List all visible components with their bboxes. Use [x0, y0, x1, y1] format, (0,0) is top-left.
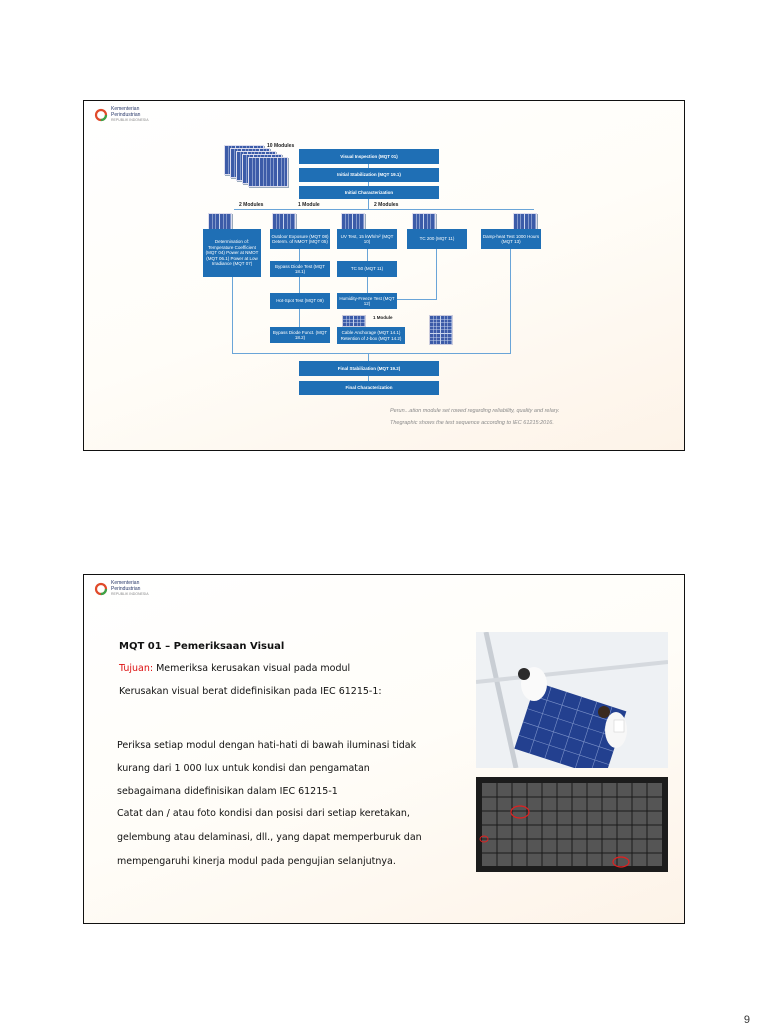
ministry-logo-icon [94, 582, 108, 596]
inspection-photo [476, 632, 668, 768]
box-visual-inspection: Visual Inspection (MQT 01) [299, 149, 439, 164]
slide-title: MQT 01 – Pemeriksaan Visual [119, 641, 285, 652]
paragraph-line-3: sebagaimana didefinisikan dalam IEC 61215-1 [117, 786, 338, 797]
test-sequence-flowchart [84, 101, 685, 451]
logo-line-2: Perindustrian [111, 585, 141, 592]
paragraph-line-5: gelembung atau delaminasi, dll., yang dapat memperburuk dan [117, 832, 422, 843]
figure-caption: Perun...ation module set rowed regarding reliability, quality and relary. Thegraphic shows the test sequence according to IEC 61215:2016. [390, 408, 560, 426]
module-icon [342, 315, 366, 327]
paragraph-line-6: mempengaruhi kinerja modul pada pengujian selanjutnya. [117, 856, 396, 867]
logo-line-1: Kementerian [111, 580, 140, 586]
box-humidity-freeze: Humidity-Freeze Test (MQT 12) [337, 293, 397, 309]
box-final-stabilization: Final Stabilization (MQT 19.2) [299, 361, 439, 376]
box-initial-stabilization: Initial Stabilization (MQT 19.1) [299, 168, 439, 182]
logo-line-2: Perindustrian [111, 111, 141, 118]
box-bypass-diode-funct: Bypass Diode Funct. (MQT 18.2) [270, 327, 330, 343]
label-1-module: 1 Module [298, 202, 320, 208]
logo-line-3: REPUBLIK INDONESIA [111, 592, 149, 596]
box-cable-anchorage: Cable Anchorage (MQT 14.1) Retention of J-box (MQT 14.2) [337, 327, 405, 344]
paragraph-line-2: kurang dari 1 000 lux untuk kondisi dan pengamatan [117, 763, 370, 774]
slide-visual-inspection [83, 574, 685, 924]
page-number: 9 [743, 1014, 750, 1026]
logo-line-3: REPUBLIK INDONESIA [111, 118, 149, 122]
slide-test-sequence [83, 100, 685, 451]
objective-line [119, 663, 350, 674]
box-bypass-diode-test: Bypass Diode Test (MQT 18.1) [270, 261, 330, 277]
box-determination: Determination of: Temperature Coefficient (MQT 04) Power at NMOT (MQT 06.1) Power at Low Irradiance (MQT 07) [203, 229, 261, 277]
box-tc200: TC 200 (MQT 11) [407, 229, 467, 249]
ministry-logo [94, 581, 149, 598]
box-tc50: TC 50 (MQT 11) [337, 261, 397, 277]
paragraph-line-1: Periksa setiap modul dengan hati-hati di bawah iluminasi tidak [117, 740, 417, 751]
module-stack-icon [224, 145, 294, 190]
label-2-modules-right: 2 Modules [374, 202, 399, 208]
box-damp-heat: Damp-heat Test 1000 Hours (MQT 13) [481, 229, 541, 249]
box-hot-spot: Hot-Spot Test (MQT 09) [270, 293, 330, 309]
objective-text: Memeriksa kerusakan visual pada modul [153, 663, 351, 674]
box-outdoor-exposure: Outdoor Exposure (MQT 08) Determ. of NMOT (MQT 05) [270, 229, 330, 249]
solar-panel-icon [429, 315, 453, 345]
label-10-modules: 10 Modules [267, 143, 295, 149]
electroluminescence-image [476, 777, 668, 872]
label-1-module-cable: 1 Module [373, 315, 393, 320]
defect-definition: Kerusakan visual berat didefinisikan pada IEC 61215-1: [119, 686, 382, 697]
objective-label: Tujuan: [119, 663, 154, 674]
box-uv-test: UV Test, 15 kWh/m² (MQT 10) [337, 229, 397, 249]
paragraph-line-4: Catat dan / atau foto kondisi dan posisi dari setiap keretakan, [117, 808, 410, 819]
label-2-modules-left: 2 Modules [239, 202, 264, 208]
box-final-characterization: Final Characterization [299, 381, 439, 395]
box-initial-characterization: Initial Characterization [299, 186, 439, 199]
logo-line-1: Kementerian [111, 106, 140, 112]
